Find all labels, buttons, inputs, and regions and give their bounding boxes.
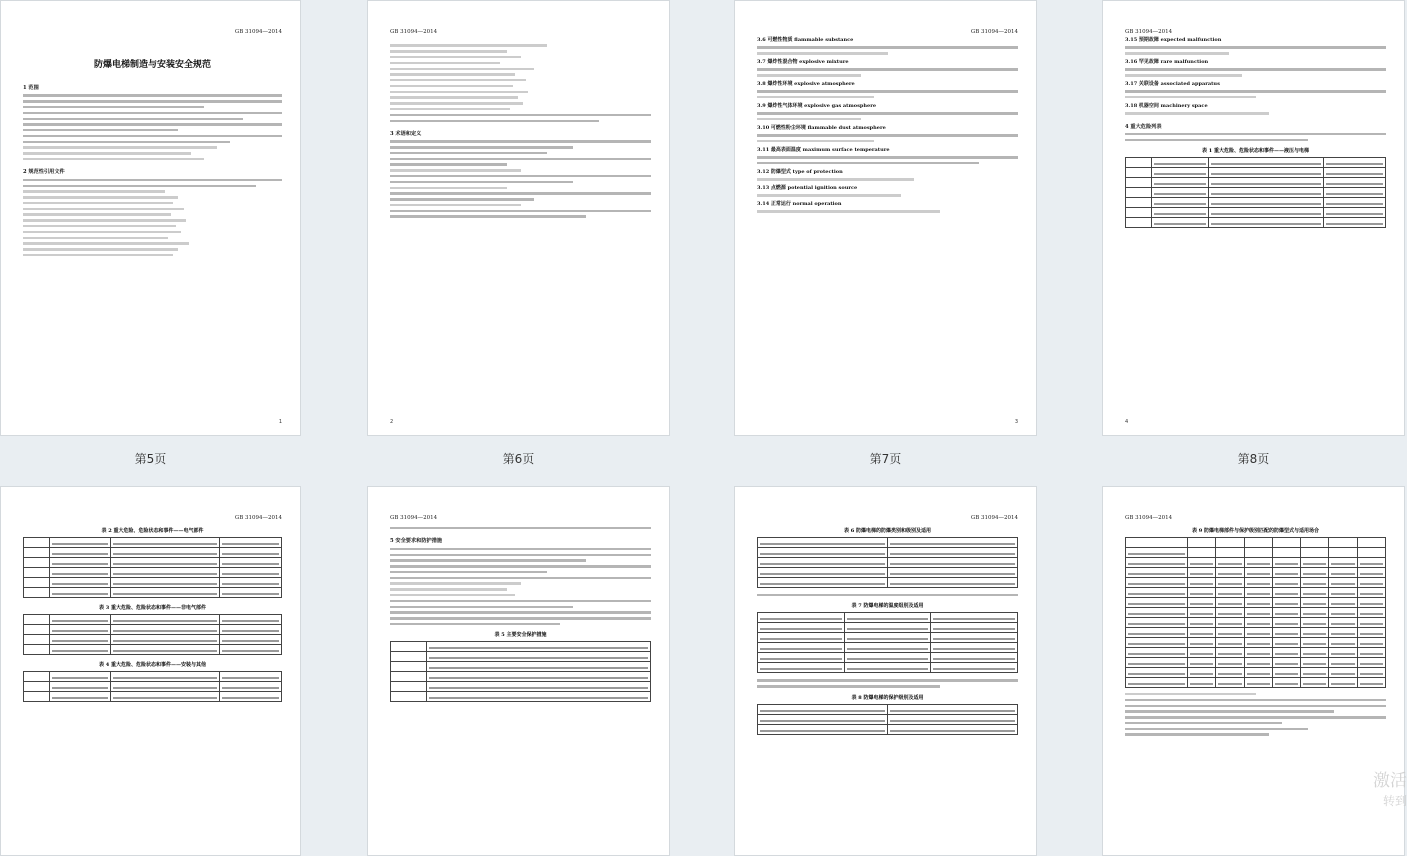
page-header: GB 31094—2014 xyxy=(390,515,438,521)
section-heading: 2 规范性引用文件 xyxy=(23,169,65,176)
page-thumbnail[interactable] xyxy=(0,0,301,436)
page-card-6[interactable] xyxy=(367,0,670,467)
page-label: 第5页 xyxy=(134,452,167,466)
table-caption: 表 9 防爆电梯部件与保护级别匹配的防爆型式与适用场合 xyxy=(1192,528,1319,534)
page-card-7[interactable] xyxy=(734,0,1037,467)
table-caption: 表 8 防爆电梯的保护级别及适用 xyxy=(851,694,924,701)
page-card-12[interactable] xyxy=(1102,486,1405,856)
table-caption: 表 4 重大危险、危险状态和事件——安装与其他 xyxy=(99,662,206,668)
page-header: GB 31094—2014 xyxy=(234,515,282,521)
activation-watermark xyxy=(1373,771,1407,811)
page-number: 4 xyxy=(1125,419,1129,425)
table-caption: 表 7 防爆电梯的温度组别及适用 xyxy=(851,603,924,610)
table-caption: 表 6 防爆电梯的防爆类别和级别及适用 xyxy=(844,528,931,534)
page-label: 第6页 xyxy=(502,452,535,466)
term-heading: 3.6 可燃性物质 flammable substance xyxy=(757,37,854,43)
page-label: 第8页 xyxy=(1237,452,1270,466)
term-heading: 3.12 防爆型式 type of protection xyxy=(757,168,843,175)
page-thumbnail[interactable] xyxy=(734,0,1037,436)
term-heading: 3.18 机器空间 machinery space xyxy=(1125,102,1208,109)
page-thumbnail[interactable] xyxy=(1102,486,1405,856)
page-table xyxy=(390,641,651,702)
page-header: GB 31094—2014 xyxy=(1125,515,1173,521)
page-number: 2 xyxy=(390,419,394,425)
page-thumbnail[interactable] xyxy=(367,0,670,436)
page-header: GB 31094—2014 xyxy=(970,29,1018,35)
term-heading: 3.9 爆炸性气体环境 explosive gas atmosphere xyxy=(757,102,877,109)
term-heading: 3.7 爆炸性混合物 explosive mixture xyxy=(757,58,849,65)
page-table xyxy=(1125,537,1386,688)
section-heading: 1 范围 xyxy=(23,85,39,91)
table-caption: 表 5 主要安全保护措施 xyxy=(494,632,547,639)
term-heading: 3.10 可燃性粉尘环境 flammable dust atmosphere xyxy=(757,124,886,131)
page-card-10[interactable] xyxy=(367,486,670,856)
page-table xyxy=(757,612,1018,673)
page-number: 3 xyxy=(1014,419,1018,425)
page-card-8[interactable] xyxy=(1102,0,1405,467)
section-heading: 5 安全要求和防护措施 xyxy=(390,538,443,545)
page-header: GB 31094—2014 xyxy=(234,29,282,35)
page-table xyxy=(23,537,282,598)
term-heading: 3.15 预期故障 expected malfunction xyxy=(1125,37,1222,43)
page-card-5[interactable] xyxy=(0,0,301,467)
term-heading: 3.16 罕见故障 rare malfunction xyxy=(1125,58,1209,65)
page-thumbnail[interactable] xyxy=(734,486,1037,856)
page-label: 第7页 xyxy=(869,452,902,466)
page-card-9[interactable] xyxy=(0,486,301,856)
section-heading: 3 术语和定义 xyxy=(390,130,422,137)
table-caption: 表 3 重大危险、危险状态和事件——非电气部件 xyxy=(99,605,206,611)
page-table xyxy=(23,614,282,655)
page-header: GB 31094—2014 xyxy=(1125,29,1173,35)
page-table xyxy=(1125,157,1386,228)
watermark-line-2: 转到 xyxy=(1382,794,1407,808)
page-thumbnail[interactable] xyxy=(1102,0,1405,436)
page-card-11[interactable] xyxy=(734,486,1037,856)
page-table xyxy=(757,537,1018,588)
term-heading: 3.13 点燃源 potential ignition source xyxy=(757,184,858,191)
table-caption: 表 2 重大危险、危险状态和事件——电气部件 xyxy=(101,528,204,534)
page-table xyxy=(757,704,1018,735)
page-header: GB 31094—2014 xyxy=(970,515,1018,521)
document-title: 防爆电梯制造与安装安全规范 xyxy=(93,60,211,70)
page-header: GB 31094—2014 xyxy=(390,29,438,35)
page-number: 1 xyxy=(278,419,282,425)
page-thumbnail[interactable] xyxy=(367,486,670,856)
term-heading: 3.11 最高表面温度 maximum surface temperature xyxy=(757,146,890,153)
watermark-line-1: 激活 xyxy=(1373,771,1407,791)
page-table xyxy=(23,671,282,702)
section-heading: 4 重大危险列表 xyxy=(1125,123,1162,130)
table-caption: 表 1 重大危险、危险状态和事件——液压与电梯 xyxy=(1202,148,1309,155)
term-heading: 3.8 爆炸性环境 explosive atmosphere xyxy=(757,80,855,87)
term-heading: 3.14 正常运行 normal operation xyxy=(757,201,842,208)
term-heading: 3.17 关联设备 associated apparatus xyxy=(1125,80,1220,87)
page-thumbnail[interactable] xyxy=(0,486,301,856)
